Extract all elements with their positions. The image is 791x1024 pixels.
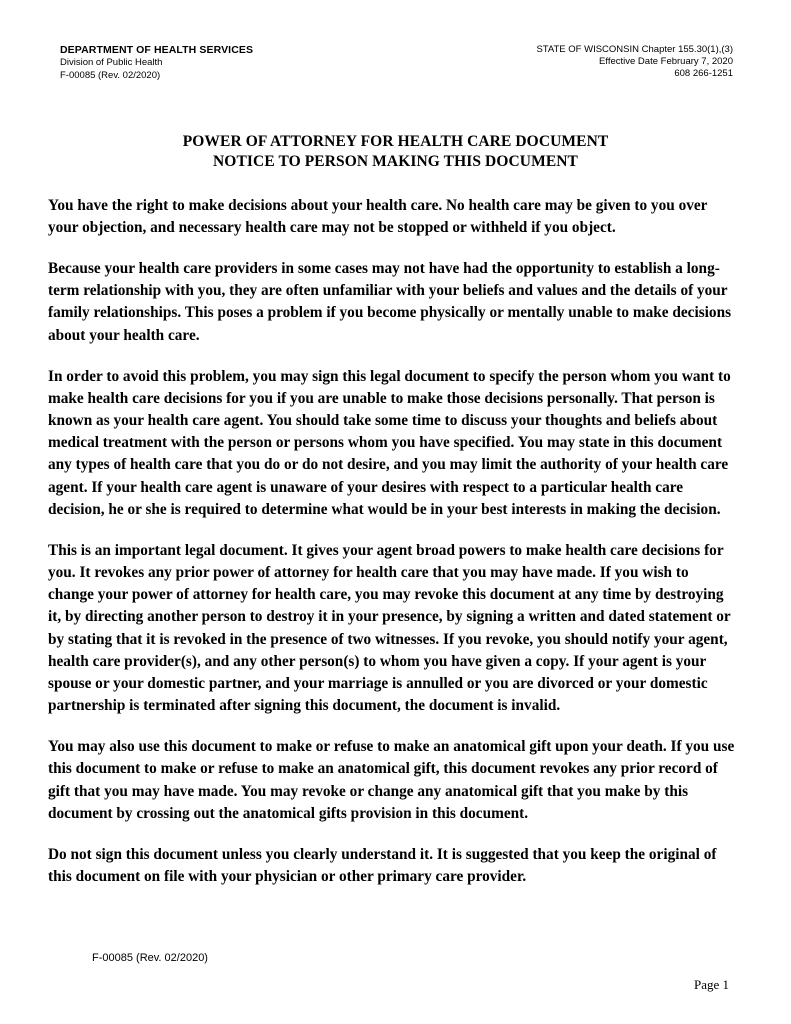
division-name: Division of Public Health [60, 57, 163, 69]
page-subtitle: NOTICE TO PERSON MAKING THIS DOCUMENT [213, 153, 578, 171]
body-paragraph: This is an important legal document. It gives your agent broad powers to make health care decisions for you. It revokes any prior power of attorney for health care that you may have made. If you wish to change your power of attorney for health care, you may revoke this document at any time by destroying it, by directing another person to destroy it in your presence, by signing a written and dated statement or by stating that it is revoked in the presence of two witnesses. If you revoke, you should notify your agent, health care provider(s), and any other person(s) to whom you have given a copy. If your agent is your spouse or your domestic partner, and your marriage is annulled or you are divorced or your domestic partnership is terminated after signing this document, the document is invalid. [48, 541, 731, 715]
body-paragraph: Do not sign this document unless you clearly understand it. It is suggested that you keep the original of this document on file with your physician or other primary care provider. [48, 845, 717, 886]
body-paragraph: Because your health care providers in some cases may not have had the opportunity to establish a long-term relationship with you, they are often unfamiliar with your beliefs and values and the details of your family relationships. This poses a problem if you become physically or mentally unable to make decisions about your health care. [48, 260, 732, 344]
effective-date-line: Effective Date February 7, 2020 [599, 56, 733, 68]
header-form-id: F-00085 (Rev. 02/2020) [60, 69, 161, 81]
page-number: Page 1 [693, 977, 729, 992]
header-right-block [536, 44, 733, 80]
department-name: DEPARTMENT OF HEALTH SERVICES [60, 44, 254, 56]
page-title: POWER OF ATTORNEY FOR HEALTH CARE DOCUMENT [182, 132, 609, 150]
phone-number: 608 266-1251 [674, 68, 733, 80]
document-header [48, 44, 743, 82]
body-paragraph: You have the right to make decisions about your health care. No health care may be given to you over your objection, and necessary health care may not be stopped or withheld if you object. [48, 196, 708, 236]
document-body [48, 195, 743, 889]
state-statute-line: STATE OF WISCONSIN Chapter 155.30(1),(3) [536, 44, 733, 55]
footer-form-id: F-00085 (Rev. 02/2020) [92, 952, 208, 964]
title-block [48, 132, 743, 173]
body-paragraph: You may also use this document to make or refuse to make an anatomical gift upon your death. If you use this document to make or refuse to make an anatomical gift, this document revokes any prior record of gift that you may have made. You may revoke or change any anatomical gift that you make by this document by crossing out the anatomical gifts provision in this document. [48, 738, 735, 822]
body-paragraph: In order to avoid this problem, you may sign this legal document to specify the person whom you want to make health care decisions for you if you are unable to make those decisions personally. That person is known as your health care agent. You should take some time to discuss your thoughts and beliefs about medical treatment with the person or persons whom you have specified. You may state in this document any types of health care that you do or do not desire, and you may limit the authority of your health care agent. If your health care agent is unaware of your desires with respect to a particular health care decision, he or she is required to determine what would be in your best interests in making the decision. [48, 367, 731, 518]
header-left-block [60, 44, 253, 82]
